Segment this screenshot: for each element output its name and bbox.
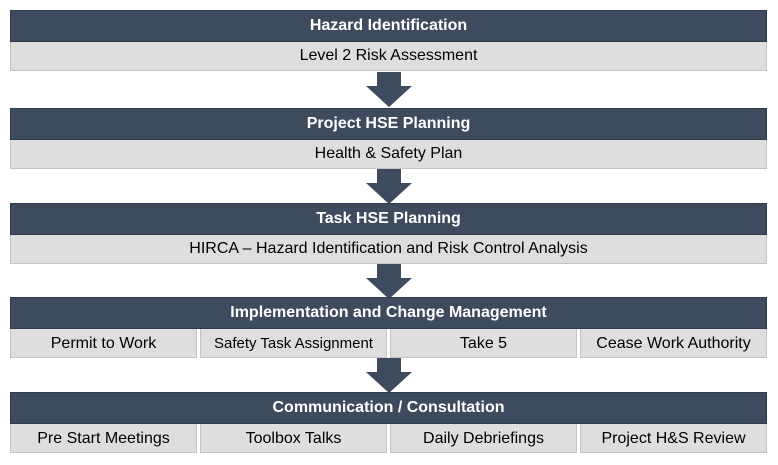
step-communication-consultation [10, 392, 767, 453]
step-items [10, 424, 767, 453]
step-item: Toolbox Talks [200, 424, 387, 453]
down-arrow-icon [366, 169, 412, 204]
step-item: Pre Start Meetings [10, 424, 197, 453]
down-arrow-icon [366, 264, 412, 299]
step-title: Task HSE Planning [10, 203, 767, 235]
step-item: Cease Work Authority [580, 329, 767, 358]
step-title: Implementation and Change Management [10, 297, 767, 329]
step-hazard-identification [10, 10, 767, 71]
step-item: Daily Debriefings [390, 424, 577, 453]
step-item: Take 5 [390, 329, 577, 358]
step-subtitle: Level 2 Risk Assessment [10, 42, 767, 71]
step-items [10, 329, 767, 358]
step-title: Project HSE Planning [10, 108, 767, 140]
step-implementation-change-management [10, 297, 767, 358]
step-title: Communication / Consultation [10, 392, 767, 424]
step-task-hse-planning [10, 203, 767, 264]
step-item: Safety Task Assignment [200, 329, 387, 358]
step-item: Project H&S Review [580, 424, 767, 453]
step-subtitle: Health & Safety Plan [10, 140, 767, 169]
step-title: Hazard Identification [10, 10, 767, 42]
down-arrow-icon [366, 358, 412, 393]
step-subtitle: HIRCA – Hazard Identification and Risk Control Analysis [10, 235, 767, 264]
step-project-hse-planning [10, 108, 767, 169]
step-item: Permit to Work [10, 329, 197, 358]
down-arrow-icon [366, 72, 412, 107]
